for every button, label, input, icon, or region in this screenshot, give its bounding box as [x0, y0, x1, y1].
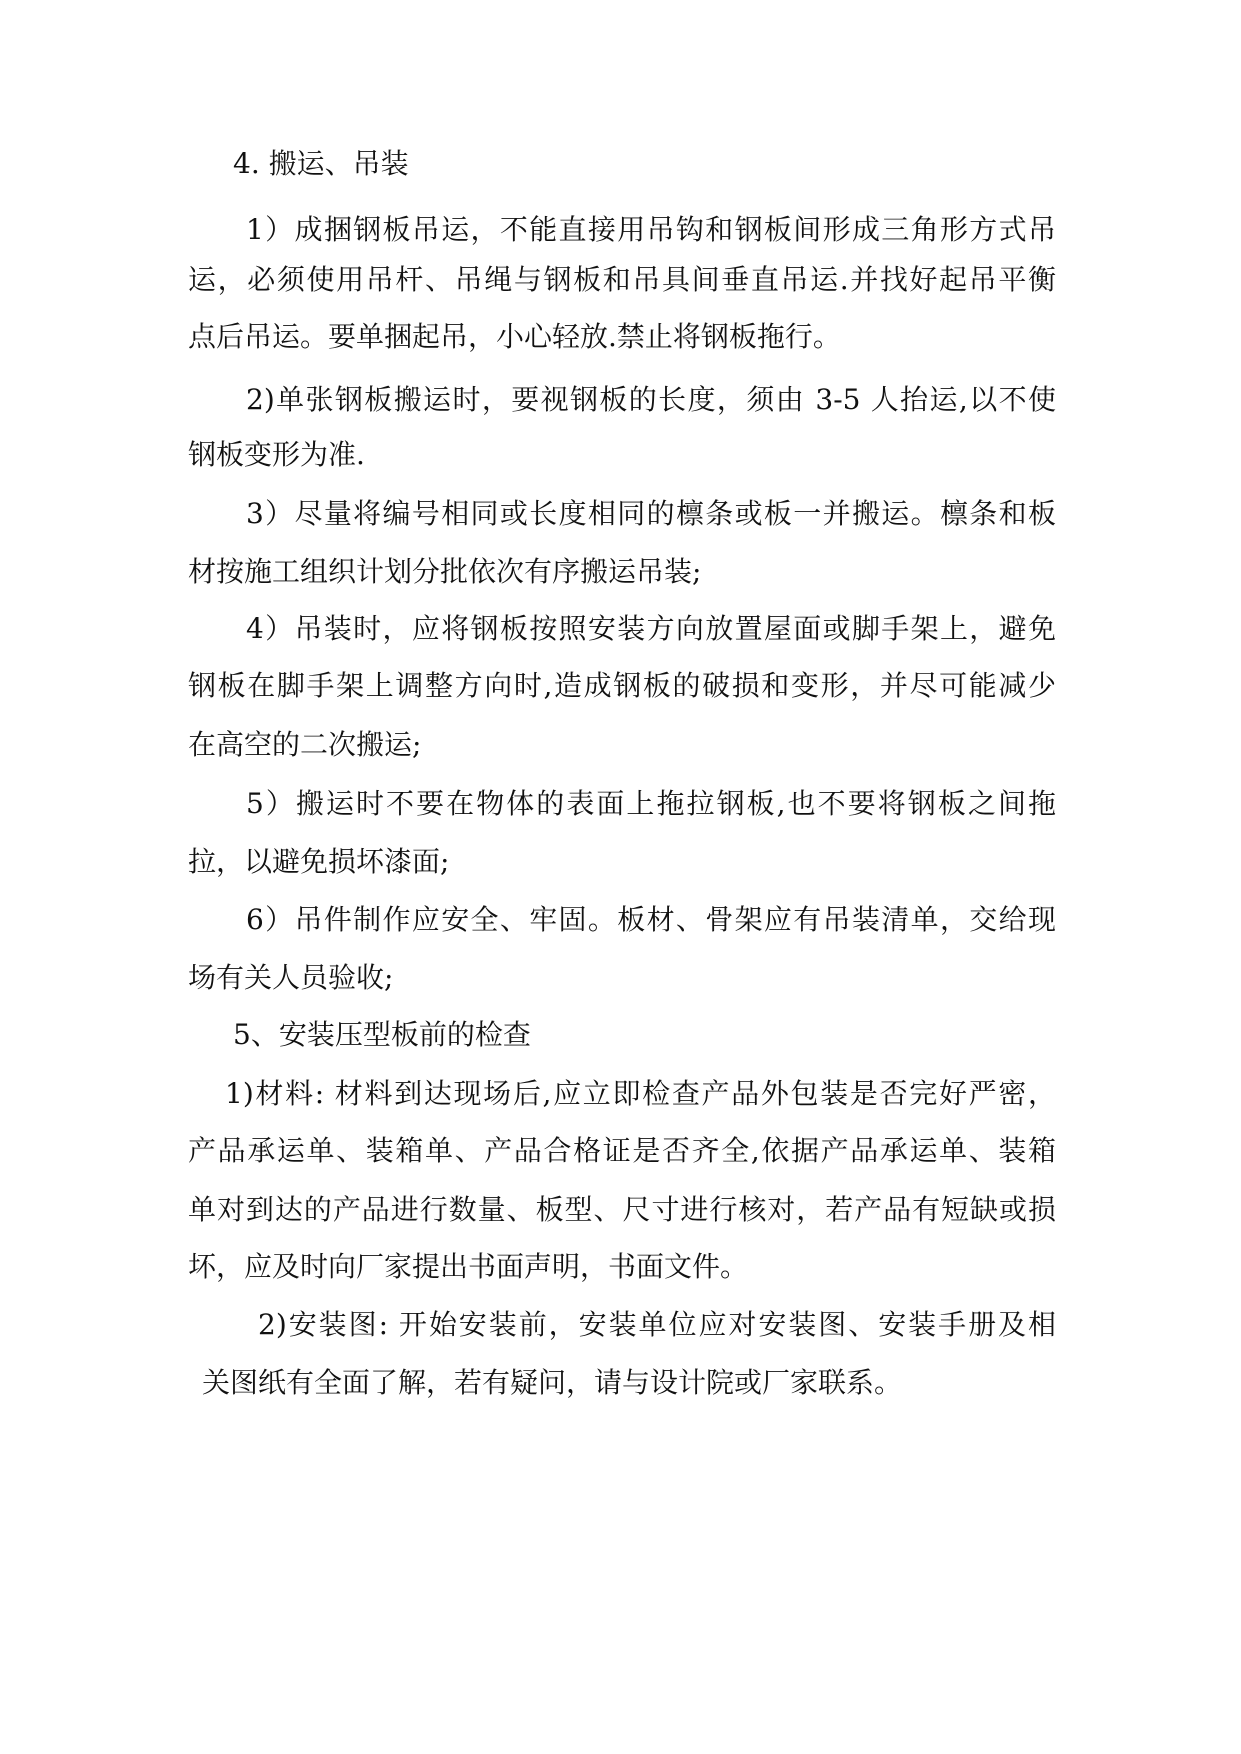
paragraph-line: 坏，应及时向厂家提出书面声明，书面文件。	[188, 1250, 749, 1283]
paragraph-line: 1）成捆钢板吊运，不能直接用吊钩和钢板间形成三角形方式吊	[246, 213, 1056, 246]
paragraph-line: 点后吊运。要单捆起吊，小心轻放.禁止将钢板拖行。	[188, 320, 841, 353]
paragraph-line: 3）尽量将编号相同或长度相同的檩条或板一并搬运。檩条和板	[246, 497, 1056, 530]
section-heading-4: 4. 搬运、吊装	[233, 147, 409, 180]
section-heading-5: 5、安装压型板前的检查	[233, 1018, 531, 1051]
paragraph-line: 钢板变形为准.	[188, 438, 365, 471]
paragraph-line: 在高空的二次搬运;	[188, 728, 422, 761]
paragraph-line: 2)单张钢板搬运时，要视钢板的长度，须由 3-5 人抬运,以不使	[246, 383, 1056, 416]
paragraph-line: 拉，以避免损坏漆面;	[188, 845, 450, 878]
paragraph-line: 4）吊装时，应将钢板按照安装方向放置屋面或脚手架上，避免	[246, 612, 1056, 645]
paragraph-line: 钢板在脚手架上调整方向时,造成钢板的破损和变形，并尽可能减少	[188, 669, 1056, 702]
paragraph-line: 单对到达的产品进行数量、板型、尺寸进行核对，若产品有短缺或损	[188, 1193, 1056, 1226]
paragraph-line: 6）吊件制作应安全、牢固。板材、骨架应有吊装清单，交给现	[246, 903, 1056, 936]
paragraph-line: 1)材料: 材料到达现场后,应立即检查产品外包装是否完好严密，	[225, 1077, 1056, 1110]
paragraph-line: 5）搬运时不要在物体的表面上拖拉钢板,也不要将钢板之间拖	[246, 787, 1056, 820]
paragraph-line: 运，必须使用吊杆、吊绳与钢板和吊具间垂直吊运.并找好起吊平衡	[188, 263, 1056, 296]
paragraph-line: 材按施工组织计划分批依次有序搬运吊装;	[188, 555, 702, 588]
paragraph-line: 2)安装图: 开始安装前，安装单位应对安装图、安装手册及相	[258, 1308, 1056, 1341]
paragraph-line: 场有关人员验收;	[188, 961, 394, 994]
paragraph-line: 产品承运单、装箱单、产品合格证是否齐全,依据产品承运单、装箱	[188, 1134, 1056, 1167]
paragraph-line: 关图纸有全面了解，若有疑问，请与设计院或厂家联系。	[202, 1366, 903, 1399]
